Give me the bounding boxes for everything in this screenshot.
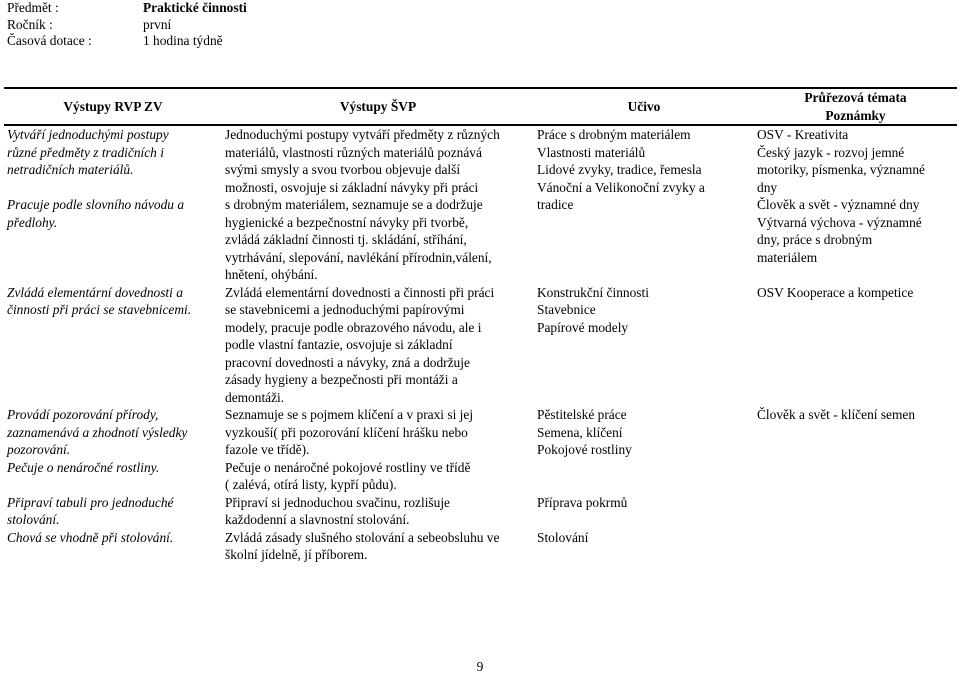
svp-line: pracovní dovednosti a návyky, zná a dodržuje <box>225 354 470 370</box>
cell-temata <box>754 529 957 564</box>
header-rvp: Výstupy RVP ZV <box>4 89 222 125</box>
svp-line: Připraví si jednoduchou svačinu, rozlišuje <box>225 494 450 510</box>
rvp-line: předlohy. <box>7 214 58 230</box>
ucivo-line: Stolování <box>537 529 589 545</box>
header-ucivo: Učivo <box>534 89 754 125</box>
rvp-line: netradičních materiálů. <box>7 162 134 177</box>
svp-line: materiálů, vlastnosti různých materiálů poznává <box>225 144 482 160</box>
cell-temata <box>754 125 957 284</box>
page-number: 9 <box>476 659 484 674</box>
header-temata-line2: Poznámky <box>825 107 886 123</box>
temata-line: materiálem <box>757 249 818 265</box>
svp-line: vyzkouší( při pozorování klíčení hrášku nebo <box>225 424 468 440</box>
rvp-line: zaznamenává a zhodnotí výsledky <box>7 424 188 440</box>
cell-ucivo <box>534 494 754 529</box>
rvp-line: stolování. <box>7 512 60 527</box>
ucivo-line: Práce s drobným materiálem <box>537 127 691 142</box>
temata-line: Český jazyk - rozvoj jemné <box>757 144 905 160</box>
table-row <box>4 125 957 284</box>
rvp-line: Pečuje o nenáročné rostliny. <box>7 459 160 475</box>
rvp-line: různé předměty z tradičních i <box>7 144 164 160</box>
cell-temata <box>754 494 957 529</box>
cell-rvp <box>4 406 222 494</box>
cell-svp <box>222 529 534 564</box>
temata-line: OSV - Kreativita <box>757 127 849 142</box>
svp-line: podle vlastní fantazie, osvojuje si základní <box>225 337 453 352</box>
ucivo-line: Konstrukční činnosti <box>537 284 649 300</box>
ucivo-line: Vlastnosti materiálů <box>537 144 646 160</box>
svp-line: Jednoduchými postupy vytváří předměty z různých <box>225 127 500 142</box>
ucivo-line: Papírové modely <box>537 319 629 335</box>
curriculum-table <box>4 89 957 564</box>
ucivo-line: Pěstitelské práce <box>537 407 627 422</box>
cell-ucivo <box>534 125 754 284</box>
rvp-line: Pracuje podle slovního návodu a <box>7 197 185 212</box>
header-svp: Výstupy ŠVP <box>222 89 534 125</box>
svp-line: svými smysly a svou tvorbou objevuje další <box>225 162 461 177</box>
svp-line: demontáži. <box>225 389 285 405</box>
rvp-line: pozorování. <box>7 442 71 457</box>
rvp-line: Vytváří jednoduchými postupy <box>7 127 169 142</box>
ucivo-line: Pokojové rostliny <box>537 442 632 457</box>
table-row <box>4 494 957 529</box>
svp-line: zvládá základní činnosti tj. skládání, stříhání, <box>225 232 467 247</box>
svp-line: fazole ve třídě). <box>225 442 310 457</box>
rvp-line: Zvládá elementární dovednosti a <box>7 284 183 300</box>
svp-line: zásady hygieny a bezpečnosti při montáži a <box>225 372 458 387</box>
svp-line: s drobným materiálem, seznamuje se a dodržuje <box>225 197 483 212</box>
cell-svp <box>222 406 534 494</box>
svp-line: se stavebnicemi a jednoduchými papírovými <box>225 302 465 317</box>
cell-rvp <box>4 125 222 284</box>
temata-line: OSV Kooperace a kompetice <box>757 284 914 300</box>
temata-line: Člověk a svět - významné dny <box>757 197 920 212</box>
rvp-line: činnosti při práci se stavebnicemi. <box>7 302 192 317</box>
svp-line: modely, pracuje podle obrazového návodu, ale i <box>225 319 482 335</box>
time-value: 1 hodina týdně <box>143 33 223 48</box>
table-row <box>4 529 957 564</box>
svp-line: ( zalévá, otírá listy, kypří půdu). <box>225 477 397 492</box>
table-body <box>4 125 957 564</box>
rvp-line: Připraví tabuli pro jednoduché <box>7 494 174 510</box>
grade-value: první <box>143 16 172 32</box>
svp-line: každodenní a slavnostní stolování. <box>225 512 410 527</box>
table-header-row <box>4 89 957 125</box>
meta-label: Časová dotace : <box>7 33 92 48</box>
rvp-line: Chová se vhodně při stolování. <box>7 529 174 545</box>
svp-line: Seznamuje se s pojmem klíčení a v praxi si jej <box>225 407 474 422</box>
ucivo-line: Semena, klíčení <box>537 424 623 440</box>
cell-rvp <box>4 529 222 564</box>
cell-temata <box>754 406 957 494</box>
cell-ucivo <box>534 406 754 494</box>
ucivo-line: tradice <box>537 197 574 212</box>
cell-temata <box>754 284 957 407</box>
header-temata-line1: Průřezová témata <box>804 90 907 105</box>
svp-line: vytrhávání, slepování, navlékání přírodnin,válení, <box>225 249 492 265</box>
cell-ucivo <box>534 284 754 407</box>
temata-line: Člověk a svět - klíčení semen <box>757 407 916 422</box>
temata-line: Výtvarná výchova - významné <box>757 214 922 230</box>
meta-label: Ročník : <box>7 16 53 32</box>
temata-line: dny <box>757 179 778 195</box>
svp-line: Zvládá elementární dovednosti a činnosti při práci <box>225 284 495 300</box>
ucivo-line: Příprava pokrmů <box>537 494 628 510</box>
ucivo-line: Vánoční a Velikonoční zvyky a <box>537 179 705 195</box>
header-temata <box>754 89 957 125</box>
rvp-line: Provádí pozorování přírody, <box>7 407 159 422</box>
svp-line: možnosti, osvojuje si základní návyky při práci <box>225 179 479 195</box>
rvp-line <box>7 179 219 197</box>
subject-value: Praktické činnosti <box>143 0 247 15</box>
table-row <box>4 406 957 494</box>
svp-line: školní jídelně, jí příborem. <box>225 547 368 562</box>
meta-label: Předmět : <box>7 0 59 15</box>
cell-rvp <box>4 494 222 529</box>
temata-line: dny, práce s drobným <box>757 232 873 247</box>
ucivo-line: Stavebnice <box>537 302 596 317</box>
cell-svp <box>222 125 534 284</box>
table-row <box>4 284 957 407</box>
temata-line: motoriky, písmenka, významné <box>757 162 925 177</box>
ucivo-line: Lidové zvyky, tradice, řemesla <box>537 162 702 177</box>
cell-rvp <box>4 284 222 407</box>
svp-line: hygienické a bezpečnostní návyky při tvorbě, <box>225 214 469 230</box>
svp-line: hnětení, ohýbání. <box>225 267 318 282</box>
cell-svp <box>222 494 534 529</box>
svp-line: Pečuje o nenáročné pokojové rostliny ve třídě <box>225 459 471 475</box>
cell-ucivo <box>534 529 754 564</box>
svp-line: Zvládá zásady slušného stolování a sebeobsluhu ve <box>225 529 500 545</box>
cell-svp <box>222 284 534 407</box>
